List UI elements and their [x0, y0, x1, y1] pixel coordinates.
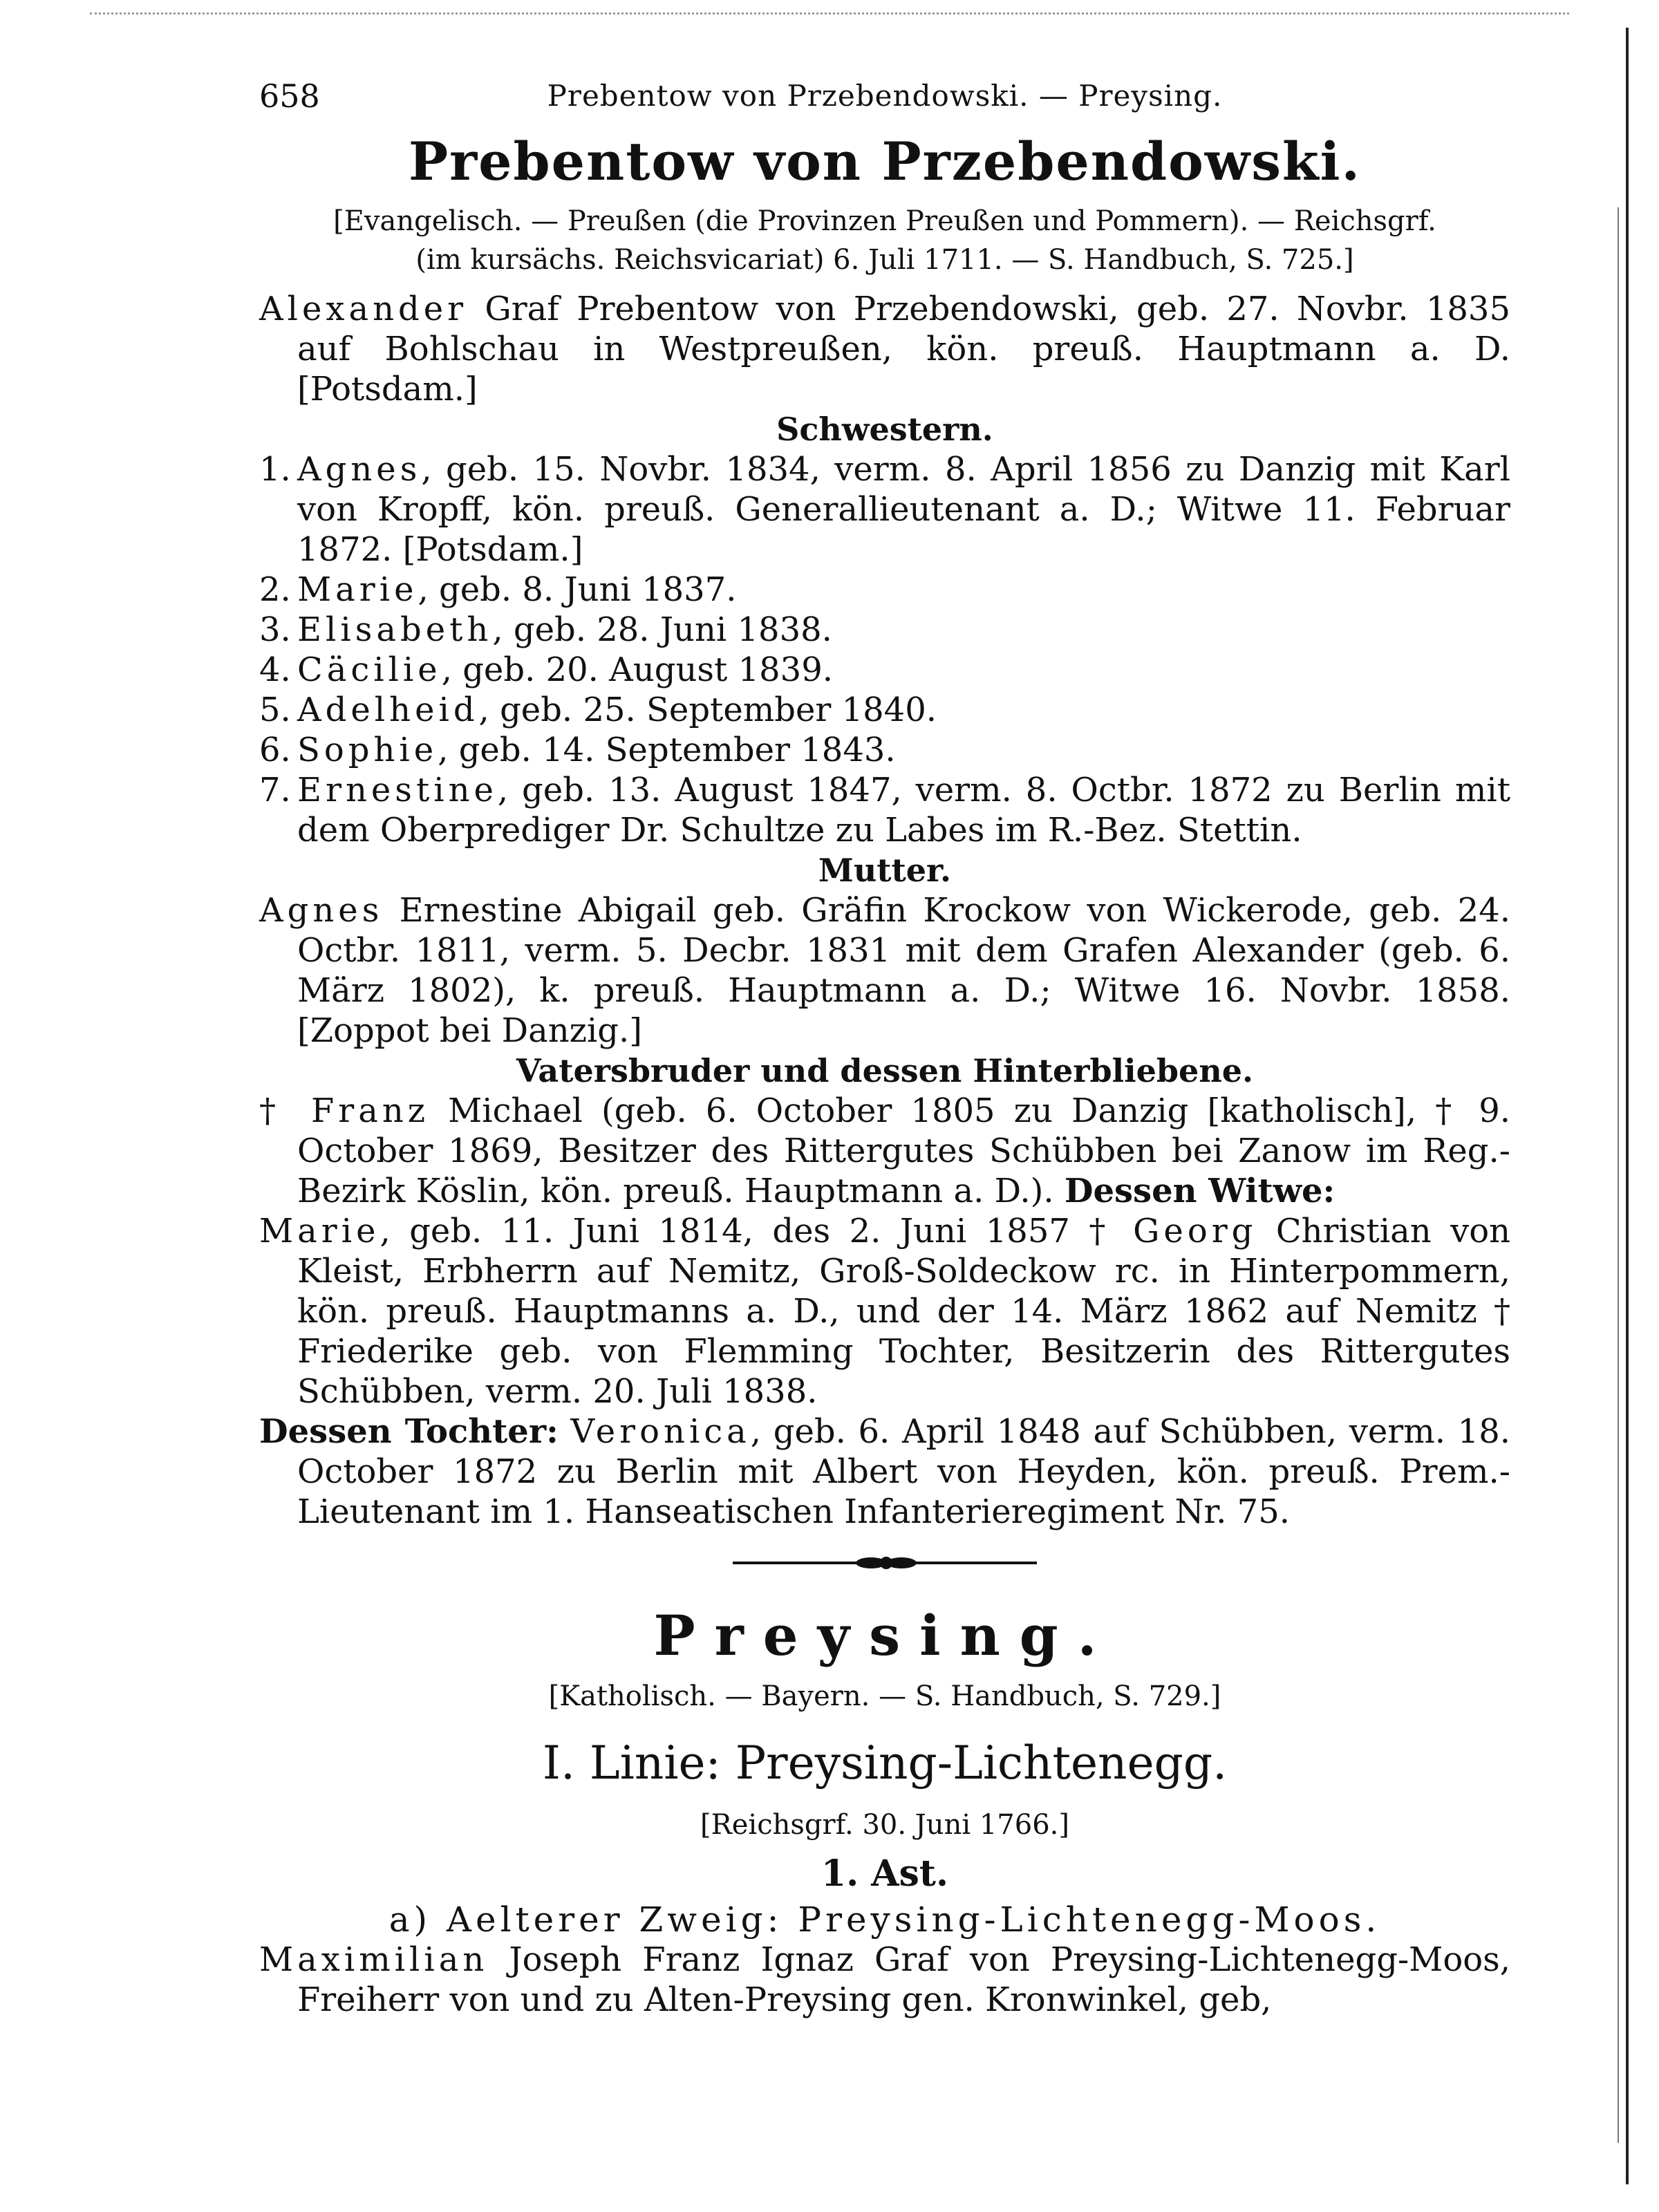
maximilian-entry: Maximilian Joseph Franz Ignaz Graf von Preysing-Lichtenegg-Moos, Freiherr von und zu Alten-Preysing gen. Kronwinkel, geb, — [259, 1940, 1510, 2019]
running-title: Prebentow von Przebendowski. — Preysing. — [547, 79, 1223, 113]
preysing-bracket-note: [Katholisch. — Bayern. — S. Handbuch, S. 729.] — [548, 1680, 1221, 1712]
line-title: I. Linie: Preysing-Lichtenegg. — [542, 1736, 1228, 1790]
daughter-entry: Dessen Tochter: Veronica, geb. 6. April 1848 auf Schübben, verm. 18. October 1872 zu Berlin mit Albert von Heyden, kön. preuß. Prem.-Lieutenant im 1. Hanseatischen Infanterieregiment Nr. 75. — [259, 1412, 1510, 1531]
book-page — [259, 69, 1510, 2020]
bracket-line-2: (im kursächs. Reichsvicariat) 6. Juli 1711. — S. Handbuch, S. 725.] — [415, 244, 1354, 276]
sisters-list — [259, 449, 1510, 850]
head-name: Alexander — [259, 290, 468, 328]
uncle-entry: † Franz Michael (geb. 6. October 1805 zu Danzig [katholisch], † 9. October 1869, Besitzer des Rittergutes Schübben bei Zanow im Reg.-Bezirk Köslin, kön. preuß. Hauptmann a. D.). Dessen Witwe: — [259, 1091, 1511, 1210]
line-bracket-note: [Reichsgrf. 30. Juni 1766.] — [700, 1809, 1069, 1841]
mother-heading: Mutter. — [818, 852, 952, 889]
list-item: 7. Ernestine, geb. 13. August 1847, verm. 8. Octbr. 1872 zu Berlin mit dem Oberprediger Dr. Schultze zu Labes im R.-Bez. Stettin. — [259, 771, 1510, 850]
list-item: 4. Cäcilie, geb. 20. August 1839. — [259, 650, 833, 689]
head-of-family-entry — [259, 289, 1510, 409]
bracket-line-1: [Evangelisch. — Preußen (die Provinzen Preußen und Pommern). — Reichsgrf. — [333, 205, 1436, 237]
scan-edge-top — [90, 12, 1569, 15]
page-number: 658 — [259, 77, 320, 115]
scan-edge-right — [1626, 28, 1629, 2184]
list-item: 2. Marie, geb. 8. Juni 1837. — [259, 570, 737, 609]
ornament-rule-icon — [733, 1555, 1037, 1571]
ast-heading: 1. Ast. — [821, 1853, 949, 1895]
list-item: 5. Adelheid, geb. 25. September 1840. — [259, 691, 937, 729]
list-item: 6. Sophie, geb. 14. September 1843. — [259, 731, 896, 769]
mother-entry: Agnes Ernestine Abigail geb. Gräfin Krockow von Wickerode, geb. 24. Octbr. 1811, verm. 5. Decbr. 1831 mit dem Grafen Alexander (geb. 6. März 1802), k. preuß. Hauptmann a. D.; Witwe 16. Novbr. 1858. [Zoppot bei Danzig.] — [259, 891, 1510, 1050]
section-divider-ornament — [259, 1553, 1510, 1573]
sisters-heading: Schwestern. — [776, 411, 993, 448]
uncle-heading: Vatersbruder und dessen Hinterbliebene. — [516, 1052, 1254, 1089]
section-title-preysing: Preysing. — [653, 1603, 1116, 1668]
list-item: 1. Agnes, geb. 15. Novbr. 1834, verm. 8. April 1856 zu Danzig mit Karl von Kropff, kön. preuß. Generallieutenant a. D.; Witwe 11. Februar 1872. [Potsdam.] — [259, 450, 1510, 569]
section-bracket-note — [259, 202, 1510, 279]
scan-edge-right-inner — [1618, 207, 1619, 2143]
list-item: 3. Elisabeth, geb. 28. Juni 1838. — [259, 610, 832, 649]
head-text: Graf Prebentow von Przebendowski, geb. 27. Novbr. 1835 auf Bohlschau in Westpreußen, kön. preuß. Hauptmann a. D. [Potsdam.] — [297, 290, 1510, 409]
widow-entry: Marie, geb. 11. Juni 1814, des 2. Juni 1857 † Georg Christian von Kleist, Erbherrn auf Nemitz, Groß-Soldeckow rc. in Hinterpommern, kön. preuß. Hauptmanns a. D., und der 14. März 1862 auf Nemitz † Friederike geb. von Flemming Tochter, Besitzerin des Rittergutes Schübben, verm. 20. Juli 1838. — [259, 1212, 1511, 1411]
running-head — [259, 69, 1510, 124]
section-title-prebentow: Prebentow von Przebendowski. — [408, 131, 1362, 192]
branch-heading: a) Aelterer Zweig: Preysing-Lichtenegg-Moos. — [388, 1900, 1381, 1940]
